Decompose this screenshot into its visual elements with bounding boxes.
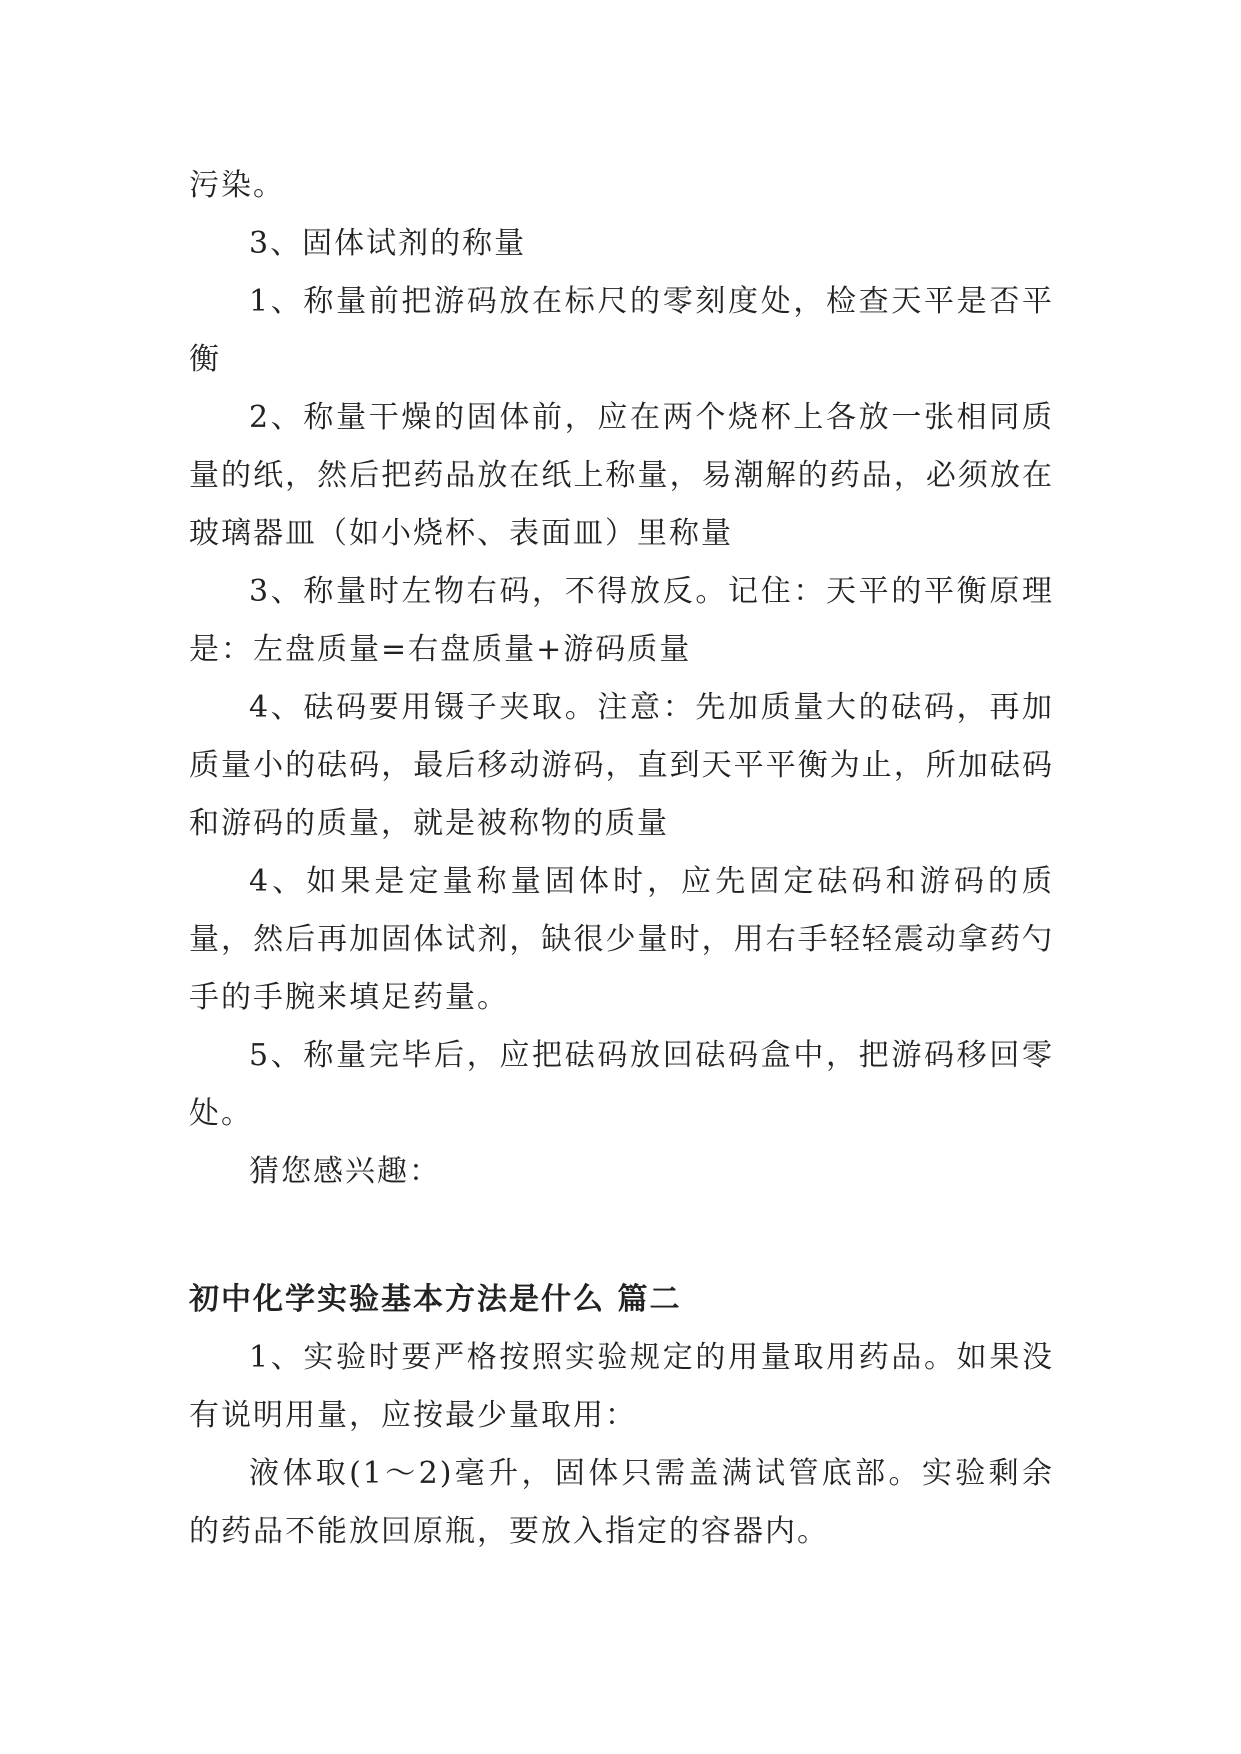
paragraph: 2、称量干燥的固体前，应在两个烧杯上各放一张相同质量的纸，然后把药品放在纸上称量，易潮解的药品，必须放在玻璃器皿（如小烧杯、表面皿）里称量 [189, 400, 1054, 551]
paragraph: 3、固体试剂的称量 [249, 226, 527, 261]
paragraph: 猜您感兴趣： [249, 1154, 441, 1189]
paragraph: 1、实验时要严格按照实验规定的用量取用药品。如果没有说明用量，应按最少量取用： [189, 1340, 1054, 1433]
paragraph: 污染。 [189, 168, 285, 203]
paragraph: 4、砝码要用镊子夹取。注意：先加质量大的砝码，再加质量小的砝码，最后移动游码，直到天平平衡为止，所加砝码和游码的质量，就是被称物的质量 [189, 690, 1054, 841]
section-heading: 初中化学实验基本方法是什么 篇二 [189, 1282, 682, 1317]
paragraph: 5、称量完毕后，应把砝码放回砝码盒中，把游码移回零处。 [189, 1038, 1054, 1131]
paragraph: 液体取(1～2)毫升，固体只需盖满试管底部。实验剩余的药品不能放回原瓶，要放入指定的容器内。 [189, 1456, 1054, 1549]
paragraph: 4、如果是定量称量固体时，应先固定砝码和游码的质量，然后再加固体试剂，缺很少量时，用右手轻轻震动拿药勺手的手腕来填足药量。 [189, 864, 1054, 1015]
paragraph: 1、称量前把游码放在标尺的零刻度处，检查天平是否平衡 [189, 284, 1054, 377]
document-body [189, 157, 1054, 1561]
paragraph: 3、称量时左物右码，不得放反。记住：天平的平衡原理是：左盘质量=右盘质量+游码质量 [189, 574, 1054, 667]
